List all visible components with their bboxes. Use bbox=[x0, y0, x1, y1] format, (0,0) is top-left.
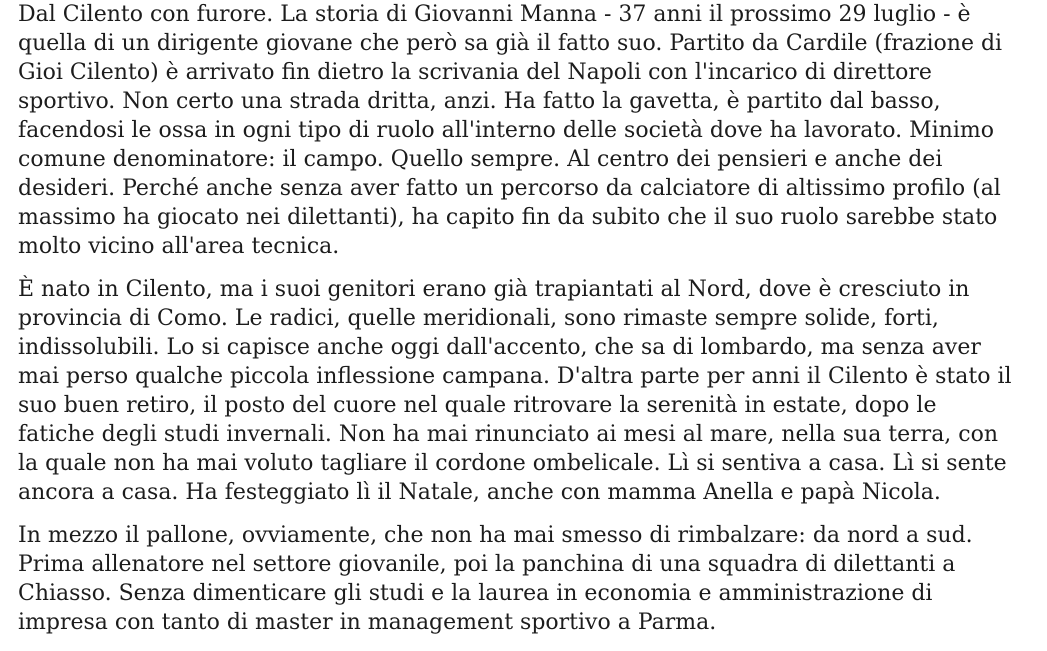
paragraph-line: molto vicino all'area tecnica. bbox=[18, 234, 340, 259]
paragraph-line: impresa con tanto di master in management sportivo a Parma. bbox=[18, 610, 717, 635]
paragraph-line: È nato in Cilento, ma i suoi genitori erano già trapiantati al Nord, dove è cresciuto in bbox=[18, 277, 970, 302]
paragraph-line: facendosi le ossa in ogni tipo di ruolo all'interno delle società dove ha lavorato. Minimo bbox=[18, 118, 994, 143]
paragraph-line: mai perso qualche piccola inflessione campana. D'altra parte per anni il Cilento è stato il bbox=[18, 364, 1012, 389]
paragraph-line: desideri. Perché anche senza aver fatto un percorso da calciatore di altissimo profilo (al bbox=[18, 176, 1001, 201]
paragraph-line: In mezzo il pallone, ovviamente, che non ha mai smesso di rimbalzare: da nord a sud. bbox=[18, 523, 973, 548]
paragraph-line: massimo ha giocato nei dilettanti), ha capito fin da subito che il suo ruolo sarebbe stato bbox=[18, 205, 998, 230]
article-body bbox=[18, 0, 1038, 651]
paragraph-3 bbox=[18, 521, 1038, 637]
paragraph-line: Dal Cilento con furore. La storia di Giovanni Manna - 37 anni il prossimo 29 luglio - è bbox=[18, 2, 971, 27]
paragraph-2 bbox=[18, 275, 1038, 507]
paragraph-line: la quale non ha mai voluto tagliare il cordone ombelicale. Lì si sentiva a casa. Lì si sente bbox=[18, 451, 1007, 476]
paragraph-line: Prima allenatore nel settore giovanile, poi la panchina di una squadra di dilettanti a bbox=[18, 552, 956, 577]
paragraph-line: fatiche degli studi invernali. Non ha mai rinunciato ai mesi al mare, nella sua terra, con bbox=[18, 422, 999, 447]
paragraph-line: suo buen retiro, il posto del cuore nel quale ritrovare la serenità in estate, dopo le bbox=[18, 393, 937, 418]
paragraph-line: quella di un dirigente giovane che però sa già il fatto suo. Partito da Cardile (frazione di bbox=[18, 31, 1003, 56]
paragraph-line: sportivo. Non certo una strada dritta, anzi. Ha fatto la gavetta, è partito dal basso, bbox=[18, 89, 941, 114]
paragraph-line: ancora a casa. Ha festeggiato lì il Natale, anche con mamma Anella e papà Nicola. bbox=[18, 480, 941, 505]
paragraph-1 bbox=[18, 0, 1038, 261]
paragraph-line: Chiasso. Senza dimenticare gli studi e la laurea in economia e amministrazione di bbox=[18, 581, 933, 606]
paragraph-line: indissolubili. Lo si capisce anche oggi dall'accento, che sa di lombardo, ma senza aver bbox=[18, 335, 981, 360]
paragraph-line: provincia di Como. Le radici, quelle meridionali, sono rimaste sempre solide, forti, bbox=[18, 306, 939, 331]
paragraph-line: Gioi Cilento) è arrivato fin dietro la scrivania del Napoli con l'incarico di direttore bbox=[18, 60, 932, 85]
paragraph-line: comune denominatore: il campo. Quello sempre. Al centro dei pensieri e anche dei bbox=[18, 147, 943, 172]
